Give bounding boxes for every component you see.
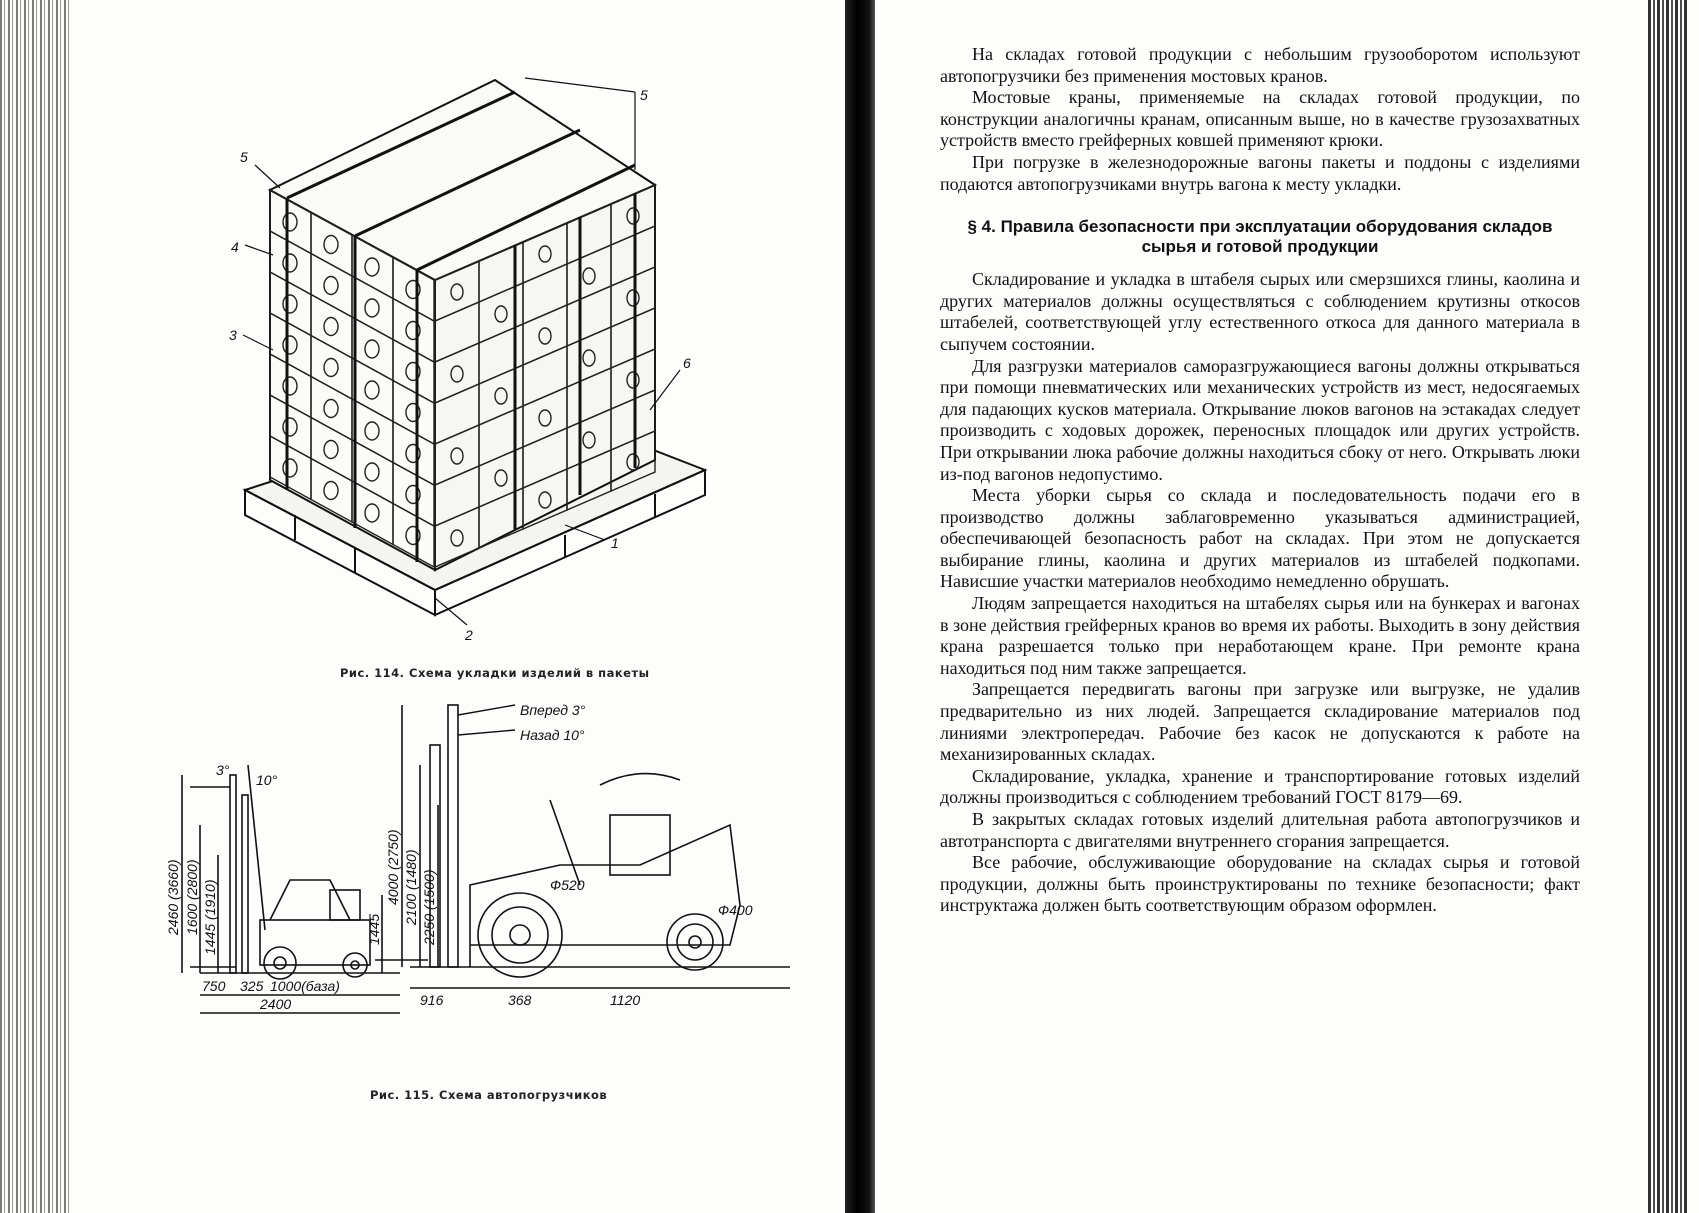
paragraph-9: Складирование, укладка, хранение и транспортирование готовых изделий должны производиться с соблюдением требований ГОСТ 8179—69.: [940, 765, 1580, 808]
paragraph-1: На складах готовой продукции с небольшим грузооборотом используют автопогрузчики без применения мостовых кранов.: [940, 44, 1580, 86]
section-heading: § 4. Правила безопасности при эксплуатации оборудования складов сырья и готовой продукции: [967, 217, 1553, 257]
fig115-back-angle: Назад 10°: [520, 727, 585, 743]
fig115-dim-2100: 2100 (1480): [403, 849, 419, 925]
paragraph-8: Запрещается передвигать вагоны при загрузке или выгрузке, не удалив предварительно из них людей. Запрещается складирование материалов под линиями электропередач. Рабочие без касок не допускаются к работе на механизированных складах.: [940, 679, 1580, 765]
fig115-wheel-400: Ф400: [718, 902, 753, 918]
book-spine: [845, 0, 875, 1213]
fig115-dim-325: 325: [240, 978, 264, 994]
fig115-dim-368: 368: [508, 992, 532, 1008]
figure-115-caption: Рис. 115. Схема автопогрузчиков: [370, 1088, 608, 1102]
left-scan-edge: [0, 0, 70, 1213]
paragraph-10: В закрытых складах готовых изделий длительная работа автопогрузчиков и автотранспорта с двигателями внутреннего сгорания запрещается.: [940, 809, 1580, 851]
paragraph-7: Людям запрещается находиться на штабелях сырья или на бункерах и вагонах в зоне действия грейферных кранов во время их работы. Выходить в зону действия крана разрешается только при неработающем кране. При ремонте крана находиться под ним также запрещается.: [940, 593, 1580, 678]
fig115-dim-2400: 2400: [260, 996, 292, 1012]
fig115-angle-10: 10°: [256, 772, 278, 788]
fig115-dim-1445a: 1445 (1910): [202, 879, 218, 955]
fig114-label-2: 2: [465, 627, 473, 643]
figure-114-caption: Рис. 114. Схема укладки изделий в пакеты: [340, 666, 650, 680]
right-scan-edge: [1648, 0, 1688, 1213]
fig115-dim-1445b: 1445: [366, 913, 382, 945]
fig115-dim-916: 916: [420, 992, 444, 1008]
paragraph-3: При погрузке в железнодорожные вагоны пакеты и поддоны с изделиями подаются автопогрузчиками внутрь вагона к месту укладки.: [940, 151, 1580, 194]
paragraph-4: Складирование и укладка в штабеля сырых или смерзшихся глины, каолина и других материалов должны осуществляться с соблюдением крутизны откосов штабелей, соответствующей углу естественного откоса для данного материала в сыпучем состоянии.: [940, 269, 1580, 354]
fig115-dim-750: 750: [202, 978, 226, 994]
fig115-forward-angle: Вперед 3°: [520, 702, 586, 718]
figure-115-forklift-drawing: [165, 702, 810, 1070]
paragraph-6: Места уборки сырья со склада и последовательность подачи его в производство должны заблаговременно указываться администрацией, обеспечивающей безопасность работ на складах. При этом не допускается выбирание глины, каолина и других материалов из штабелей подкопами. Нависшие участки материалов необходимо немедленно обрушать.: [940, 485, 1580, 592]
fig115-dim-1000: 1000(база): [270, 978, 340, 994]
fig114-label-4: 4: [231, 239, 239, 255]
fig115-angle-3: 3°: [216, 762, 230, 778]
fig114-label-3: 3: [229, 327, 237, 343]
figure-114-pallet-drawing: [229, 70, 755, 650]
fig115-dim-2250: 2250 (1500): [421, 869, 437, 945]
fig115-dim-4000: 4000 (2750): [385, 829, 401, 905]
paragraph-5: Для разгрузки материалов саморазгружающиеся вагоны должны открываться при помощи пневматических или механических устройств из мест, недосягаемых для падающих кусков материала. Открывание люков вагонов на эстакадах следует производить с ходовых дорожек, переносных площадок или других устройств. При открывании люка рабочие должны находиться сбоку от него. Открывать люки из-под вагонов недопустимо.: [940, 355, 1580, 484]
fig114-label-5b: 5: [640, 87, 648, 103]
fig115-dim-1120: 1120: [610, 992, 641, 1008]
fig115-wheel-520: Ф520: [550, 877, 585, 893]
fig115-dim-1600: 1600 (2800): [184, 859, 200, 935]
paragraph-2: Мостовые краны, применяемые на складах готовой продукции, по конструкции аналогичны кранам, описанным выше, но в качестве грузозахватных устройств вместо грейферных ковшей применяют крюки.: [940, 87, 1580, 151]
fig114-label-6: 6: [683, 355, 691, 371]
paragraph-11: Все рабочие, обслуживающие оборудование на складах сырья и готовой продукции, должны быть проинструктированы по технике безопасности; факт инструктажа должен быть соответствующим образом оформлен.: [940, 852, 1580, 916]
body-text: [940, 44, 1580, 917]
fig114-label-1: 1: [611, 535, 619, 551]
fig114-label-5a: 5: [240, 149, 248, 165]
fig115-dim-2460: 2460 (3660): [165, 859, 181, 935]
